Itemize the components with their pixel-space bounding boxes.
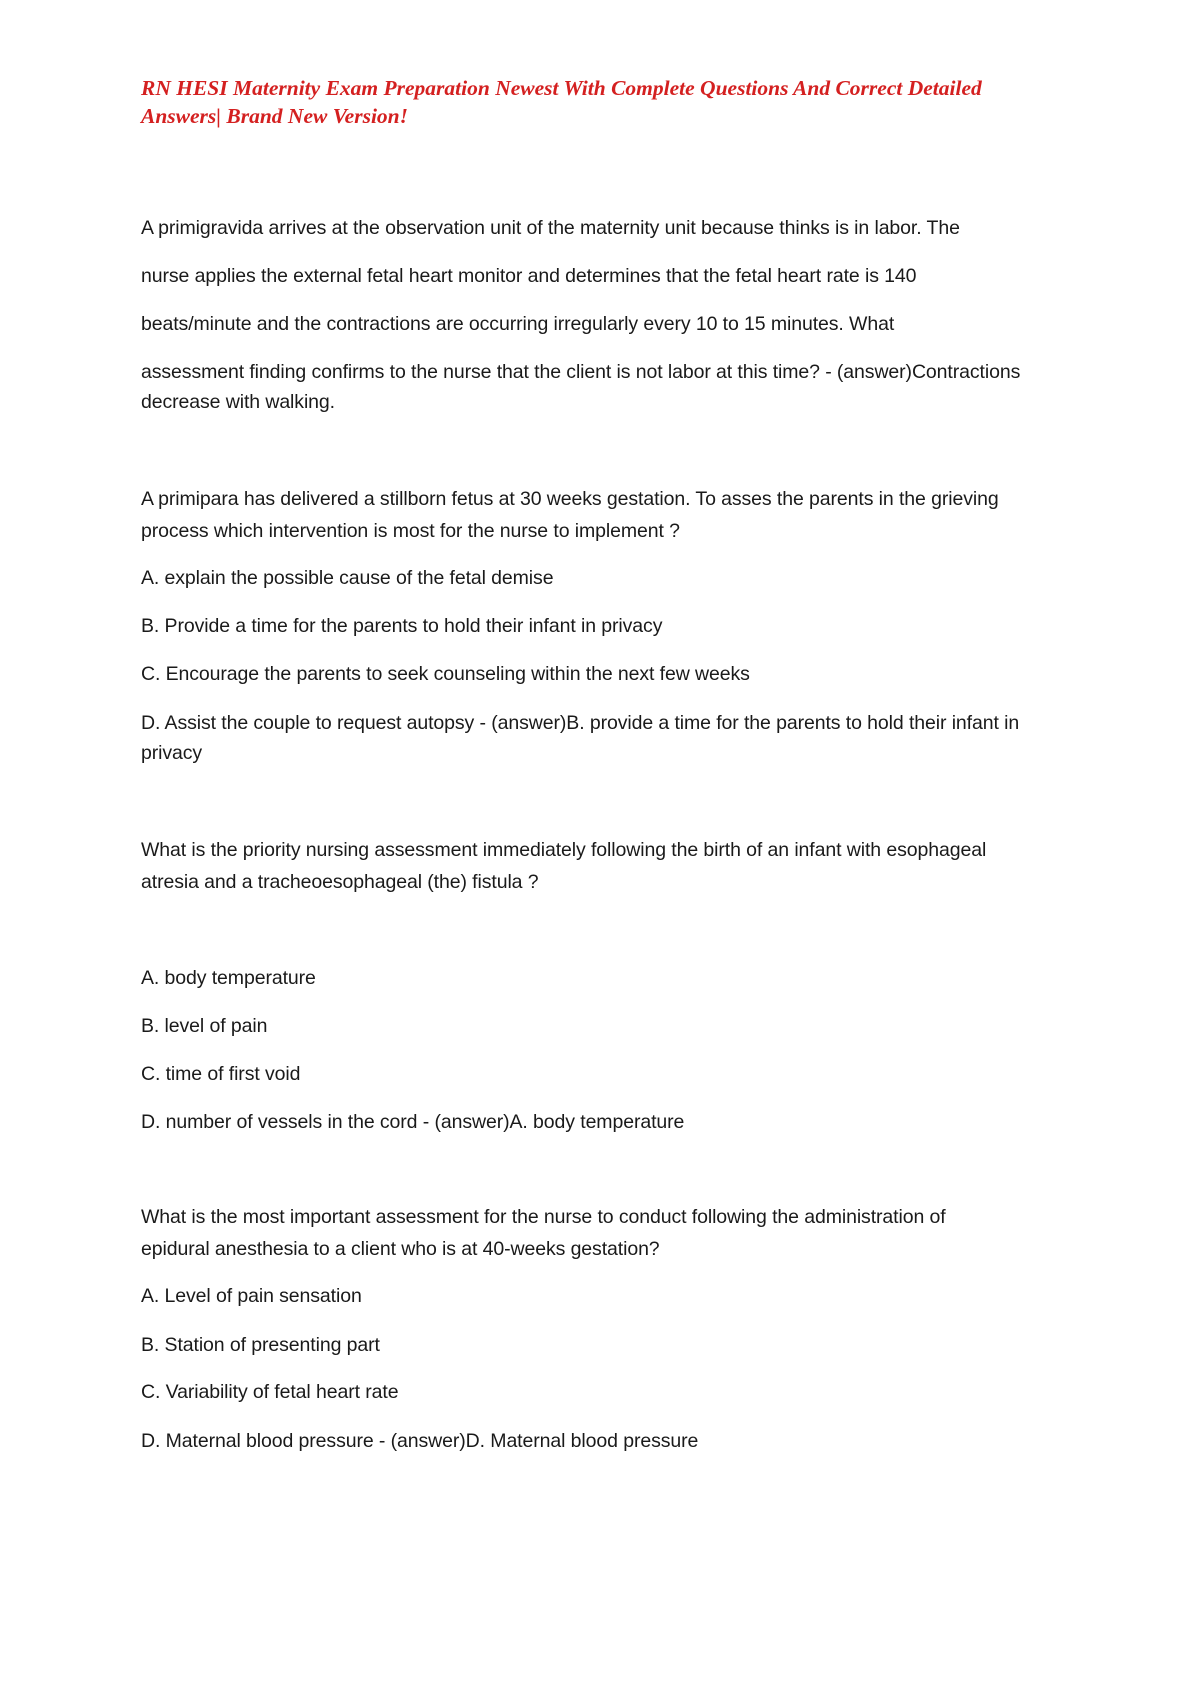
- option-c: C. time of first void: [141, 1063, 301, 1085]
- question-text-line: What is the most important assessment for the nurse to conduct following the administration of: [141, 1206, 946, 1228]
- title-line-2: Answers| Brand New Version!: [141, 104, 408, 128]
- question-text-line: A primigravida arrives at the observation unit of the maternity unit because thinks is in labor. The: [141, 217, 960, 239]
- question-text-line: nurse applies the external fetal heart monitor and determines that the fetal heart rate is 140: [141, 265, 917, 287]
- option-c: C. Encourage the parents to seek counseling within the next few weeks: [141, 663, 750, 685]
- option-d: D. Maternal blood pressure - (answer)D. Maternal blood pressure: [141, 1430, 699, 1452]
- option-a: A. Level of pain sensation: [141, 1285, 362, 1307]
- question-text-line: assessment finding confirms to the nurse that the client is not labor at this time? - (answer)Contractions: [141, 361, 1021, 383]
- option-c: C. Variability of fetal heart rate: [141, 1381, 399, 1403]
- question-text-line: A primipara has delivered a stillborn fetus at 30 weeks gestation. To asses the parents in the grieving: [141, 488, 999, 510]
- question-text-line: epidural anesthesia to a client who is at 40-weeks gestation?: [141, 1238, 660, 1260]
- document-title: [141, 74, 1041, 130]
- option-b: B. level of pain: [141, 1015, 268, 1037]
- question-text-line: decrease with walking.: [141, 391, 335, 413]
- option-a: A. explain the possible cause of the fetal demise: [141, 567, 554, 589]
- option-d: D. number of vessels in the cord - (answer)A. body temperature: [141, 1111, 685, 1133]
- question-text-line: atresia and a tracheoesophageal (the) fistula ?: [141, 871, 539, 893]
- option-b: B. Provide a time for the parents to hold their infant in privacy: [141, 615, 663, 637]
- question-text-line: process which intervention is most for the nurse to implement ?: [141, 520, 680, 542]
- option-a: A. body temperature: [141, 967, 316, 989]
- question-text-line: beats/minute and the contractions are occurring irregularly every 10 to 15 minutes. What: [141, 313, 895, 335]
- option-d-continuation: privacy: [141, 742, 203, 764]
- option-b: B. Station of presenting part: [141, 1334, 380, 1356]
- option-d: D. Assist the couple to request autopsy - (answer)B. provide a time for the parents to hold their infant in: [141, 712, 1020, 734]
- title-line-1: RN HESI Maternity Exam Preparation Newest With Complete Questions And Correct Detailed: [141, 76, 982, 100]
- question-text-line: What is the priority nursing assessment immediately following the birth of an infant with esophageal: [141, 839, 987, 861]
